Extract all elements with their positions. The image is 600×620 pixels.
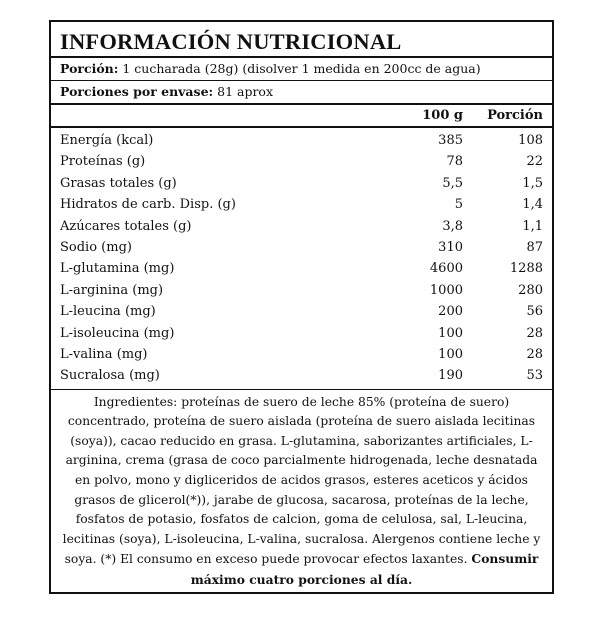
servings-line <box>51 81 552 105</box>
ingredients-text <box>51 390 552 591</box>
value-per-portion: 1288 <box>509 261 543 277</box>
value-per-portion: 1,1 <box>522 218 543 234</box>
nutrient-name: Azúcares totales (g) <box>60 218 192 234</box>
table-row <box>51 301 552 322</box>
nutrient-name: L-glutamina (mg) <box>60 261 175 277</box>
consumption-warning-end: máximo cuatro porciones al día. <box>190 572 413 588</box>
value-per-100g: 385 <box>438 133 463 148</box>
ingredients-line <box>59 549 544 570</box>
value-per-portion: 1,5 <box>522 175 543 191</box>
nutrient-name: L-leucina (mg) <box>60 304 156 320</box>
ingredients-line: lecitinas (soya), L-isoleucina, L-valina, sucralosa. Alergenos contiene leche y <box>62 531 541 546</box>
ingredients-line: en polvo, mono y digliceridos de acidos grasos, esteres aceticos y ácidos <box>75 473 528 488</box>
nutrient-name: Proteínas (g) <box>60 154 146 170</box>
value-per-100g: 78 <box>446 154 463 170</box>
nutrient-name: Grasas totales (g) <box>60 175 177 191</box>
nutrient-name: L-valina (mg) <box>60 346 148 362</box>
nutrition-facts-panel <box>49 20 554 594</box>
value-per-100g: 3,8 <box>442 218 463 234</box>
panel-title: INFORMACIÓN NUTRICIONAL <box>51 22 552 58</box>
ingredients-line: concentrado, proteína de suero aislada (proteína de suero aislada lecitinas <box>67 414 536 429</box>
ingredients-line: (soya)), cacao reducido en grasa. L-glutamina, saborizantes artificiales, L- <box>70 433 533 448</box>
nutrient-name: L-arginina (mg) <box>60 282 164 298</box>
value-per-portion: 53 <box>526 368 543 384</box>
ingredients-line: arginina, crema (grasa de coco parcialmente hidrogenada, leche desnatada <box>65 453 538 468</box>
value-per-100g: 310 <box>438 239 463 255</box>
ingredients-line: fosfatos de potasio, fosfatos de calcion, goma de celulosa, sal, L-leucina, <box>75 512 528 527</box>
table-row <box>51 323 552 344</box>
table-row <box>51 216 552 237</box>
table-row <box>51 173 552 194</box>
value-per-portion: 280 <box>518 282 543 298</box>
value-per-portion: 87 <box>526 239 543 255</box>
value-per-portion: 28 <box>526 346 543 362</box>
nutrient-rows <box>51 128 552 390</box>
nutrient-name: Sucralosa (mg) <box>60 368 160 384</box>
value-per-portion: 56 <box>526 304 543 320</box>
nutrient-name: L-isoleucina (mg) <box>60 325 175 341</box>
header-per-portion: Porción <box>487 108 543 123</box>
nutrient-name: Energía (kcal) <box>60 133 154 148</box>
table-row <box>51 237 552 258</box>
portion-line <box>51 58 552 81</box>
value-per-100g: 100 <box>438 325 463 341</box>
value-per-portion: 108 <box>518 133 543 148</box>
servings-label: Porciones por envase: <box>60 84 214 99</box>
laxative-warning: soya. (*) El consumo en exceso puede provocar efectos laxantes. <box>64 552 472 567</box>
ingredients-line: grasos de glicerol(*)), jarabe de glucosa, sacarosa, proteínas de la leche, <box>74 492 529 507</box>
table-row <box>51 344 552 365</box>
table-row <box>51 365 552 386</box>
value-per-100g: 5 <box>454 197 463 213</box>
value-per-100g: 5,5 <box>442 175 463 191</box>
portion-value: 1 cucharada (28g) (disolver 1 medida en 200cc de agua) <box>122 61 481 76</box>
value-per-100g: 100 <box>438 346 463 362</box>
ingredients-line <box>59 570 544 591</box>
consumption-warning-start: Consumir <box>471 551 539 567</box>
value-per-100g: 1000 <box>429 282 463 298</box>
value-per-portion: 1,4 <box>522 197 543 213</box>
table-row <box>51 280 552 301</box>
table-row <box>51 194 552 215</box>
nutrient-name: Sodio (mg) <box>60 239 132 255</box>
value-per-portion: 22 <box>526 154 543 170</box>
table-row <box>51 130 552 151</box>
nutrient-name: Hidratos de carb. Disp. (g) <box>60 197 236 213</box>
header-per-100g: 100 g <box>422 108 463 123</box>
ingredients-line: Ingredientes: proteínas de suero de leche 85% (proteína de suero) <box>93 394 510 409</box>
servings-value: 81 aprox <box>217 84 274 99</box>
value-per-100g: 190 <box>438 368 463 384</box>
value-per-100g: 200 <box>438 304 463 320</box>
table-row <box>51 258 552 279</box>
value-per-100g: 4600 <box>429 261 463 277</box>
value-per-portion: 28 <box>526 325 543 341</box>
portion-label: Porción: <box>60 61 119 76</box>
table-row <box>51 151 552 172</box>
table-header <box>51 105 552 128</box>
